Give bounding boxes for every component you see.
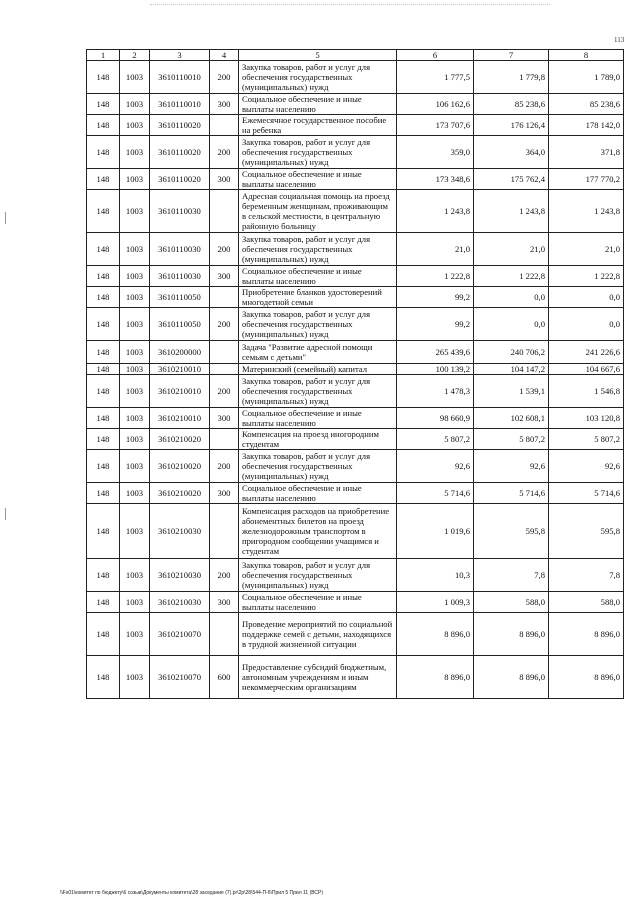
cell-amount-year3: 1 222,8	[549, 266, 624, 287]
cell-amount-year1: 98 660,9	[397, 408, 474, 429]
cell-ministry-code: 148	[87, 364, 120, 375]
cell-amount-year2: 588,0	[474, 592, 549, 613]
cell-amount-year2: 1 222,8	[474, 266, 549, 287]
cell-target-code: 3610210010	[150, 364, 210, 375]
cell-expense-type	[210, 504, 239, 559]
cell-target-code: 3610210010	[150, 408, 210, 429]
cell-amount-year2: 7,8	[474, 559, 549, 592]
cell-ministry-code: 148	[87, 136, 120, 169]
cell-target-code: 3610210070	[150, 656, 210, 699]
cell-ministry-code: 148	[87, 61, 120, 94]
cell-ministry-code: 148	[87, 308, 120, 341]
cell-amount-year2: 102 608,1	[474, 408, 549, 429]
cell-amount-year3: 0,0	[549, 308, 624, 341]
cell-amount-year2: 595,8	[474, 504, 549, 559]
cell-amount-year2: 0,0	[474, 308, 549, 341]
cell-amount-year1: 99,2	[397, 287, 474, 308]
cell-amount-year1: 1 222,8	[397, 266, 474, 287]
cell-expense-type	[210, 613, 239, 656]
cell-section-code: 1003	[120, 408, 150, 429]
cell-description: Социальное обеспечение и иные выплаты населению	[239, 169, 397, 190]
cell-ministry-code: 148	[87, 450, 120, 483]
cell-expense-type: 300	[210, 483, 239, 504]
cell-description: Адресная социальная помощь на проезд беременным женщинам, проживающим в сельской местности, в центральную районную больницу	[239, 190, 397, 233]
cell-section-code: 1003	[120, 169, 150, 190]
cell-amount-year2: 0,0	[474, 287, 549, 308]
cell-section-code: 1003	[120, 504, 150, 559]
table-row	[87, 136, 624, 169]
cell-amount-year1: 8 896,0	[397, 656, 474, 699]
cell-description: Компенсация расходов на приобретение абонементных билетов на проезд железнодорожным транспортом в пригородном сообщении учащимся и студентам	[239, 504, 397, 559]
cell-amount-year3: 0,0	[549, 287, 624, 308]
table-row	[87, 308, 624, 341]
cell-amount-year3: 7,8	[549, 559, 624, 592]
cell-amount-year1: 21,0	[397, 233, 474, 266]
cell-amount-year1: 1 243,8	[397, 190, 474, 233]
cell-target-code: 3610110030	[150, 233, 210, 266]
cell-amount-year1: 173 707,6	[397, 115, 474, 136]
cell-expense-type: 200	[210, 559, 239, 592]
header-row	[87, 50, 624, 61]
cell-target-code: 3610110020	[150, 136, 210, 169]
cell-section-code: 1003	[120, 308, 150, 341]
column-header: 3	[150, 50, 210, 61]
cell-description: Проведение мероприятий по социальной поддержке семей с детьми, находящихся в трудной жизненной ситуации	[239, 613, 397, 656]
cell-amount-year2: 5 807,2	[474, 429, 549, 450]
cell-expense-type: 200	[210, 375, 239, 408]
cell-description: Закупка товаров, работ и услуг для обеспечения государственных (муниципальных) нужд	[239, 559, 397, 592]
table-row	[87, 613, 624, 656]
cell-description: Закупка товаров, работ и услуг для обеспечения государственных (муниципальных) нужд	[239, 375, 397, 408]
cell-amount-year2: 8 896,0	[474, 656, 549, 699]
cell-amount-year2: 1 779,8	[474, 61, 549, 94]
cell-ministry-code: 148	[87, 266, 120, 287]
cell-target-code: 3610210010	[150, 375, 210, 408]
cell-amount-year1: 359,0	[397, 136, 474, 169]
cell-amount-year2: 85 238,6	[474, 94, 549, 115]
column-header: 4	[210, 50, 239, 61]
table-row	[87, 375, 624, 408]
cell-section-code: 1003	[120, 94, 150, 115]
cell-amount-year1: 1 478,3	[397, 375, 474, 408]
table-row	[87, 169, 624, 190]
cell-ministry-code: 148	[87, 656, 120, 699]
scan-artifact-tick	[5, 508, 6, 520]
cell-expense-type: 200	[210, 233, 239, 266]
column-header: 1	[87, 50, 120, 61]
cell-target-code: 3610210030	[150, 559, 210, 592]
cell-expense-type: 300	[210, 408, 239, 429]
cell-expense-type: 300	[210, 592, 239, 613]
cell-description: Компенсация на проезд иногородним студентам	[239, 429, 397, 450]
table-row	[87, 341, 624, 364]
page-number: 113	[614, 36, 625, 44]
cell-amount-year2: 8 896,0	[474, 613, 549, 656]
cell-description: Закупка товаров, работ и услуг для обеспечения государственных (муниципальных) нужд	[239, 450, 397, 483]
cell-expense-type	[210, 115, 239, 136]
cell-amount-year1: 8 896,0	[397, 613, 474, 656]
cell-target-code: 3610110050	[150, 308, 210, 341]
cell-section-code: 1003	[120, 287, 150, 308]
cell-amount-year2: 364,0	[474, 136, 549, 169]
cell-amount-year3: 104 667,6	[549, 364, 624, 375]
cell-target-code: 3610110030	[150, 266, 210, 287]
cell-amount-year3: 178 142,0	[549, 115, 624, 136]
cell-description: Закупка товаров, работ и услуг для обеспечения государственных (муниципальных) нужд	[239, 61, 397, 94]
cell-amount-year2: 92,6	[474, 450, 549, 483]
cell-ministry-code: 148	[87, 483, 120, 504]
cell-amount-year2: 175 762,4	[474, 169, 549, 190]
cell-description: Приобретение бланков удостоверений многодетной семьи	[239, 287, 397, 308]
cell-target-code: 3610210020	[150, 483, 210, 504]
column-header: 2	[120, 50, 150, 61]
table-row	[87, 450, 624, 483]
cell-target-code: 3610210030	[150, 504, 210, 559]
cell-expense-type	[210, 364, 239, 375]
cell-section-code: 1003	[120, 136, 150, 169]
cell-amount-year1: 100 139,2	[397, 364, 474, 375]
cell-ministry-code: 148	[87, 592, 120, 613]
cell-section-code: 1003	[120, 190, 150, 233]
cell-target-code: 3610110050	[150, 287, 210, 308]
table-row	[87, 592, 624, 613]
cell-amount-year2: 1 539,1	[474, 375, 549, 408]
cell-description: Социальное обеспечение и иные выплаты населению	[239, 592, 397, 613]
cell-amount-year1: 1 019,6	[397, 504, 474, 559]
budget-table	[86, 49, 624, 699]
cell-amount-year3: 1 243,8	[549, 190, 624, 233]
cell-description: Социальное обеспечение и иные выплаты населению	[239, 266, 397, 287]
cell-amount-year1: 1 009,3	[397, 592, 474, 613]
cell-description: Социальное обеспечение и иные выплаты населению	[239, 408, 397, 429]
cell-amount-year3: 5 714,6	[549, 483, 624, 504]
cell-target-code: 3610110030	[150, 190, 210, 233]
cell-section-code: 1003	[120, 233, 150, 266]
cell-description: Закупка товаров, работ и услуг для обеспечения государственных (муниципальных) нужд	[239, 308, 397, 341]
cell-description: Предоставление субсидий бюджетным, автономным учреждениям и иным некоммерческим организациям	[239, 656, 397, 699]
cell-target-code: 3610210070	[150, 613, 210, 656]
cell-ministry-code: 148	[87, 287, 120, 308]
scan-artifact-tick	[5, 212, 6, 224]
cell-amount-year3: 241 226,6	[549, 341, 624, 364]
table-row	[87, 656, 624, 699]
cell-description: Ежемесячное государственное пособие на ребенка	[239, 115, 397, 136]
cell-amount-year2: 104 147,2	[474, 364, 549, 375]
cell-amount-year2: 21,0	[474, 233, 549, 266]
table-row	[87, 364, 624, 375]
cell-section-code: 1003	[120, 115, 150, 136]
cell-amount-year1: 99,2	[397, 308, 474, 341]
cell-amount-year1: 265 439,6	[397, 341, 474, 364]
cell-ministry-code: 148	[87, 94, 120, 115]
cell-section-code: 1003	[120, 559, 150, 592]
cell-description: Социальное обеспечение и иные выплаты населению	[239, 94, 397, 115]
cell-section-code: 1003	[120, 375, 150, 408]
cell-ministry-code: 148	[87, 169, 120, 190]
table-row	[87, 408, 624, 429]
cell-target-code: 3610110020	[150, 169, 210, 190]
cell-section-code: 1003	[120, 429, 150, 450]
column-header: 7	[474, 50, 549, 61]
cell-amount-year1: 106 162,6	[397, 94, 474, 115]
cell-amount-year3: 595,8	[549, 504, 624, 559]
cell-description: Материнский (семейный) капитал	[239, 364, 397, 375]
cell-expense-type	[210, 287, 239, 308]
cell-description: Социальное обеспечение и иные выплаты населению	[239, 483, 397, 504]
cell-ministry-code: 148	[87, 190, 120, 233]
file-path-footer: \\Fs01\комитет по бюджету\6 созыв\Документы комитета\28 заседание (7).pr\2р\28\544-П-6\Прил 5 Прил 11 (ВСР)	[60, 890, 324, 896]
scan-artifact-line	[150, 4, 550, 8]
cell-ministry-code: 148	[87, 341, 120, 364]
cell-amount-year1: 5 807,2	[397, 429, 474, 450]
table-row	[87, 61, 624, 94]
cell-expense-type	[210, 190, 239, 233]
cell-amount-year3: 92,6	[549, 450, 624, 483]
table-row	[87, 429, 624, 450]
cell-section-code: 1003	[120, 483, 150, 504]
cell-ministry-code: 148	[87, 559, 120, 592]
cell-amount-year3: 85 238,6	[549, 94, 624, 115]
cell-target-code: 3610210020	[150, 450, 210, 483]
cell-amount-year3: 21,0	[549, 233, 624, 266]
column-header: 8	[549, 50, 624, 61]
column-header: 5	[239, 50, 397, 61]
cell-amount-year3: 588,0	[549, 592, 624, 613]
cell-description: Закупка товаров, работ и услуг для обеспечения государственных (муниципальных) нужд	[239, 136, 397, 169]
cell-description: Закупка товаров, работ и услуг для обеспечения государственных (муниципальных) нужд	[239, 233, 397, 266]
cell-expense-type: 200	[210, 450, 239, 483]
cell-amount-year3: 177 770,2	[549, 169, 624, 190]
cell-section-code: 1003	[120, 592, 150, 613]
cell-section-code: 1003	[120, 450, 150, 483]
cell-ministry-code: 148	[87, 375, 120, 408]
cell-expense-type: 300	[210, 266, 239, 287]
cell-ministry-code: 148	[87, 233, 120, 266]
cell-section-code: 1003	[120, 613, 150, 656]
cell-section-code: 1003	[120, 266, 150, 287]
cell-expense-type: 200	[210, 136, 239, 169]
cell-ministry-code: 148	[87, 504, 120, 559]
cell-amount-year2: 240 706,2	[474, 341, 549, 364]
cell-amount-year3: 371,8	[549, 136, 624, 169]
table-row	[87, 287, 624, 308]
cell-target-code: 3610110010	[150, 61, 210, 94]
cell-amount-year3: 103 120,8	[549, 408, 624, 429]
cell-amount-year1: 173 348,6	[397, 169, 474, 190]
cell-amount-year1: 1 777,5	[397, 61, 474, 94]
cell-section-code: 1003	[120, 364, 150, 375]
column-header: 6	[397, 50, 474, 61]
cell-section-code: 1003	[120, 341, 150, 364]
cell-amount-year3: 1 546,8	[549, 375, 624, 408]
table-row	[87, 266, 624, 287]
cell-target-code: 3610200000	[150, 341, 210, 364]
cell-expense-type: 600	[210, 656, 239, 699]
cell-amount-year1: 92,6	[397, 450, 474, 483]
cell-target-code: 3610110020	[150, 115, 210, 136]
table-row	[87, 94, 624, 115]
cell-amount-year2: 176 126,4	[474, 115, 549, 136]
cell-ministry-code: 148	[87, 429, 120, 450]
cell-amount-year3: 1 789,0	[549, 61, 624, 94]
cell-section-code: 1003	[120, 656, 150, 699]
cell-expense-type: 200	[210, 308, 239, 341]
cell-ministry-code: 148	[87, 408, 120, 429]
cell-target-code: 3610210020	[150, 429, 210, 450]
table-row	[87, 504, 624, 559]
table-row	[87, 559, 624, 592]
cell-section-code: 1003	[120, 61, 150, 94]
table-row	[87, 483, 624, 504]
cell-expense-type: 200	[210, 61, 239, 94]
cell-expense-type: 300	[210, 169, 239, 190]
cell-amount-year1: 5 714,6	[397, 483, 474, 504]
cell-amount-year3: 8 896,0	[549, 613, 624, 656]
table-row	[87, 233, 624, 266]
cell-expense-type: 300	[210, 94, 239, 115]
table-row	[87, 115, 624, 136]
cell-amount-year3: 5 807,2	[549, 429, 624, 450]
table-row	[87, 190, 624, 233]
cell-expense-type	[210, 429, 239, 450]
cell-amount-year2: 5 714,6	[474, 483, 549, 504]
cell-ministry-code: 148	[87, 115, 120, 136]
cell-target-code: 3610210030	[150, 592, 210, 613]
cell-expense-type	[210, 341, 239, 364]
cell-description: Задача "Развитие адресной помощи семьям с детьми"	[239, 341, 397, 364]
cell-amount-year3: 8 896,0	[549, 656, 624, 699]
cell-ministry-code: 148	[87, 613, 120, 656]
cell-amount-year1: 10,3	[397, 559, 474, 592]
cell-amount-year2: 1 243,8	[474, 190, 549, 233]
cell-target-code: 3610110010	[150, 94, 210, 115]
